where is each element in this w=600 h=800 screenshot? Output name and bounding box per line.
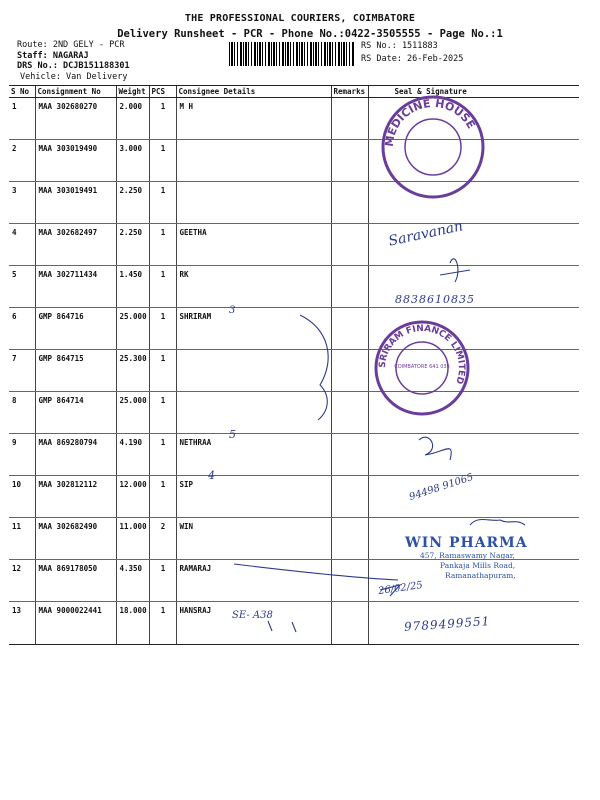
col-sno: S No: [9, 86, 35, 98]
signature-row10: 94498 91065: [407, 471, 475, 504]
table-row: 3 MAA 303019491 2.250 1: [9, 182, 579, 224]
table-row: 12 MAA 869178050 4.350 1 RAMARAJ: [9, 560, 579, 602]
sriram-finance-stamp: [372, 318, 472, 418]
route: Route: 2ND GELY - PCR: [17, 40, 125, 50]
col-weight: Weight: [116, 86, 149, 98]
drs-number: DRS No.: DCJB151188301: [17, 61, 130, 71]
win-pharma-date: 26/02/25: [377, 579, 424, 598]
phone-row13: 9789499551: [403, 614, 491, 634]
table-row: 4 MAA 302682497 2.250 1 GEETHA: [9, 224, 579, 266]
svg-text:COIMBATORE 641 035: COIMBATORE 641 035: [394, 364, 450, 370]
table-row: 9 MAA 869280794 4.190 1 NETHRAA: [9, 434, 579, 476]
col-consignee: Consignee Details: [176, 86, 331, 98]
rs-date: RS Date: 26-Feb-2025: [361, 54, 464, 64]
signature-stroke-row9: [419, 437, 451, 460]
col-pcs: PCS: [149, 86, 176, 98]
medicine-house-stamp: [378, 92, 488, 202]
table-row: 8 GMP 864714 25.000 1: [9, 392, 579, 434]
table-row: 6 GMP 864716 25.000 1 SHRIRAM: [9, 308, 579, 350]
handwritten-mark-row6: 3: [229, 305, 236, 316]
phone-row5: 8838610835: [395, 293, 475, 306]
signature-stroke-row11: [470, 519, 525, 525]
vehicle: Vehicle: Van Delivery: [20, 71, 128, 82]
table-row: 10 MAA 302812112 12.000 1 SIP: [9, 476, 579, 518]
win-pharma-stamp: [405, 535, 585, 581]
signature-stroke-row5: [440, 259, 470, 282]
handwritten-mark-row9: 5: [229, 428, 236, 441]
signature-row4: Saravanan: [387, 218, 465, 250]
win-pharma-address: 457, Ramaswamy Nagar, Pankaja Mills Road, Ramanathapuram,: [420, 551, 516, 580]
company-title: THE PROFESSIONAL COURIERS, COIMBATORE: [184, 13, 416, 24]
svg-text:SRIRAM FINANCE LIMITED: SRIRAM FINANCE LIMITED: [377, 323, 467, 386]
col-consignment: Consignment No: [35, 86, 116, 98]
rs-number: RS No.: 1511883: [361, 41, 438, 51]
table-row: 1 MAA 302680270 2.000 1 M H: [9, 98, 579, 140]
handwritten-mark-row10: 4: [208, 469, 215, 482]
staff: Staff: NAGARAJ: [17, 50, 89, 61]
handwritten-note-row13: SE- A38: [232, 610, 273, 621]
table-row: 2 MAA 303019490 3.000 1: [9, 140, 579, 182]
svg-text:MEDICINE HOUSE: MEDICINE HOUSE: [382, 96, 478, 148]
brace-stroke: [300, 315, 328, 420]
arrow-stroke: [234, 564, 398, 580]
col-signature: Seal & Signature: [368, 86, 579, 98]
table-row: 5 MAA 302711434 1.450 1 RK: [9, 266, 579, 308]
table-row: 7 GMP 864715 25.300 1: [9, 350, 579, 392]
col-remarks: Remarks: [331, 86, 368, 98]
runsheet-title: Delivery Runsheet - PCR - Phone No.:0422-3505555 - Page No.:1: [117, 28, 503, 40]
table-row: 13 MAA 9000022441 18.000 1 HANSRAJ: [9, 602, 579, 645]
table-row: 11 MAA 302682490 11.000 2 WIN: [9, 518, 579, 560]
win-pharma-name: WIN PHARMA: [405, 535, 528, 551]
